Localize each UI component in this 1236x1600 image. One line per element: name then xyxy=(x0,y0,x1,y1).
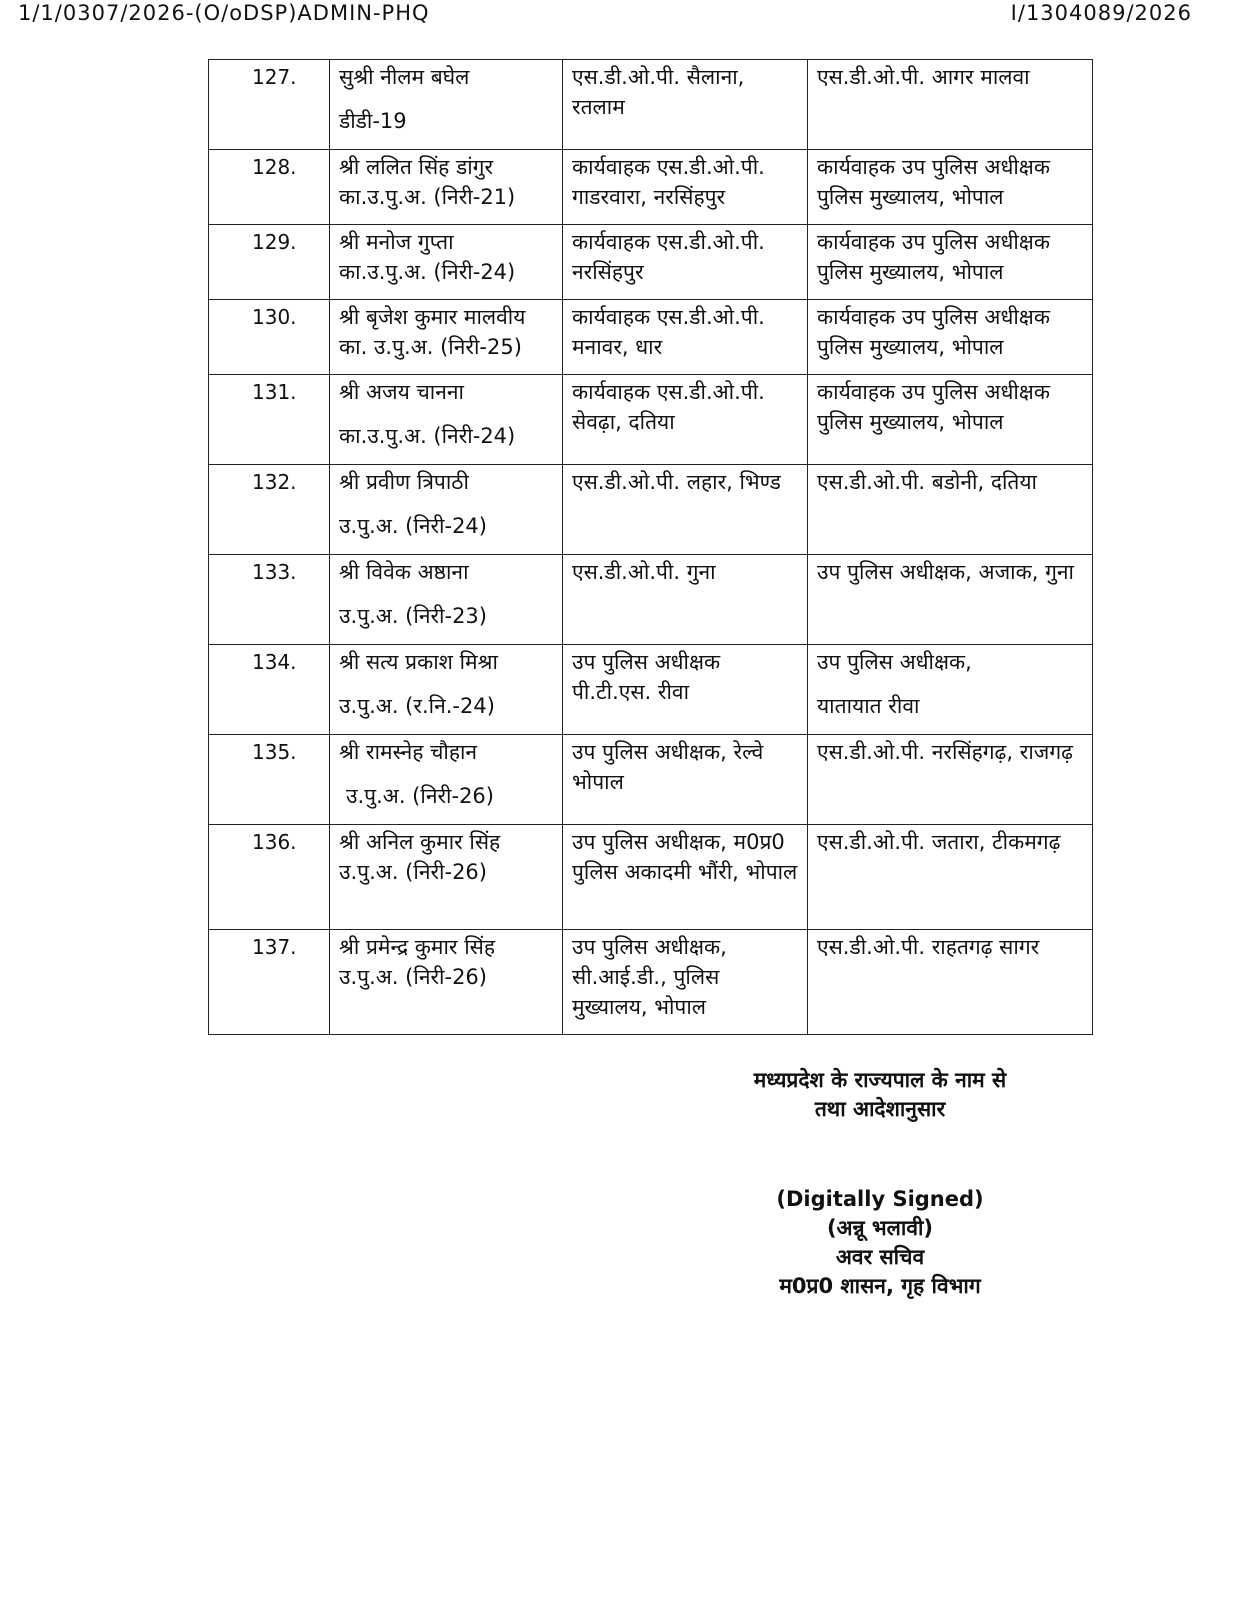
order-line: तथा आदेशानुसार xyxy=(814,1097,946,1121)
officer-cell xyxy=(330,150,563,225)
table-row xyxy=(209,555,1093,645)
table-row xyxy=(209,375,1093,465)
officer-rank: का. उ.पु.अ. (निरी-25) xyxy=(339,335,522,359)
serial-number: 131. xyxy=(209,375,330,465)
officer-name: श्री मनोज गुप्ता xyxy=(339,230,454,254)
officer-name: श्री विवेक अष्ठाना xyxy=(339,560,469,584)
receipt-number: I/1304089/2026 xyxy=(1010,1,1192,25)
officer-cell xyxy=(330,225,563,300)
current-posting: कार्यवाहक एस.डी.ओ.पी. मनावर, धार xyxy=(563,300,808,375)
serial-number: 133. xyxy=(209,555,330,645)
officer-rank: उ.पु.अ. (निरी-24) xyxy=(339,514,487,538)
current-posting: कार्यवाहक एस.डी.ओ.पी. गाडरवारा, नरसिंहपुर xyxy=(563,150,808,225)
officer-name: श्री रामस्नेह चौहान xyxy=(339,740,478,764)
new-posting: कार्यवाहक उप पुलिस अधीक्षक पुलिस मुख्यालय, भोपाल xyxy=(808,375,1093,465)
order-line: मध्यप्रदेश के राज्यपाल के नाम से xyxy=(753,1068,1007,1092)
table-row xyxy=(209,645,1093,735)
table-row xyxy=(209,150,1093,225)
officer-name: श्री प्रमेन्द्र कुमार सिंह xyxy=(339,935,495,959)
table-row xyxy=(209,465,1093,555)
officer-name: सुश्री नीलम बघेल xyxy=(339,65,470,89)
officer-name: श्री ललित सिंह डांगुर xyxy=(339,155,494,179)
officer-rank: उ.पु.अ. (निरी-26) xyxy=(346,784,494,808)
signatory-department: म0प्र0 शासन, गृह विभाग xyxy=(779,1274,981,1298)
officer-cell xyxy=(330,930,563,1035)
new-posting: एस.डी.ओ.पी. राहतगढ़ सागर xyxy=(808,930,1093,1035)
serial-number: 135. xyxy=(209,735,330,825)
current-posting: उप पुलिस अधीक्षक, म0प्र0 पुलिस अकादमी भौंरी, भोपाल xyxy=(563,825,808,930)
officer-name: श्री बृजेश कुमार मालवीय xyxy=(339,305,526,329)
serial-number: 129. xyxy=(209,225,330,300)
current-posting: उप पुलिस अधीक्षक पी.टी.एस. रीवा xyxy=(563,645,808,735)
officer-rank: उ.पु.अ. (निरी-26) xyxy=(339,860,487,884)
table-row xyxy=(209,825,1093,930)
serial-number: 127. xyxy=(209,60,330,150)
current-posting: एस.डी.ओ.पी. गुना xyxy=(563,555,808,645)
current-posting: एस.डी.ओ.पी. सैलाना, रतलाम xyxy=(563,60,808,150)
officer-name: श्री अनिल कुमार सिंह xyxy=(339,830,501,854)
officer-rank: का.उ.पु.अ. (निरी-21) xyxy=(339,185,516,209)
new-posting: कार्यवाहक उप पुलिस अधीक्षक पुलिस मुख्यालय, भोपाल xyxy=(808,300,1093,375)
officer-rank: उ.पु.अ. (र.नि.-24) xyxy=(339,694,495,718)
new-posting: एस.डी.ओ.पी. नरसिंहगढ़, राजगढ़ xyxy=(808,735,1093,825)
serial-number: 136. xyxy=(209,825,330,930)
serial-number: 134. xyxy=(209,645,330,735)
serial-number: 137. xyxy=(209,930,330,1035)
signature-block xyxy=(660,1185,1100,1301)
officer-name: श्री सत्य प्रकाश मिश्रा xyxy=(339,650,498,674)
officer-rank: डीडी-19 xyxy=(339,109,407,133)
new-posting xyxy=(808,645,1093,735)
officer-cell xyxy=(330,825,563,930)
serial-number: 130. xyxy=(209,300,330,375)
officer-cell xyxy=(330,645,563,735)
officer-rank: उ.पु.अ. (निरी-26) xyxy=(339,965,487,989)
table-row xyxy=(209,930,1093,1035)
officer-rank: का.उ.पु.अ. (निरी-24) xyxy=(339,260,516,284)
table-row xyxy=(209,225,1093,300)
officer-rank: का.उ.पु.अ. (निरी-24) xyxy=(339,424,516,448)
new-posting-line: यातायात रीवा xyxy=(817,694,920,718)
new-posting: एस.डी.ओ.पी. बडोनी, दतिया xyxy=(808,465,1093,555)
signatory-designation: अवर सचिव xyxy=(835,1245,925,1269)
new-posting: उप पुलिस अधीक्षक, अजाक, गुना xyxy=(808,555,1093,645)
current-posting: एस.डी.ओ.पी. लहार, भिण्ड xyxy=(563,465,808,555)
signatory-name: (अन्नू भलावी) xyxy=(826,1216,934,1240)
file-number: 1/1/0307/2026-(O/oDSP)ADMIN-PHQ xyxy=(18,1,430,25)
current-posting: उप पुलिस अधीक्षक, रेल्वे भोपाल xyxy=(563,735,808,825)
officer-name: श्री प्रवीण त्रिपाठी xyxy=(339,470,469,494)
officer-rank: उ.पु.अ. (निरी-23) xyxy=(339,604,487,628)
table-row xyxy=(209,60,1093,150)
new-posting: कार्यवाहक उप पुलिस अधीक्षक पुलिस मुख्यालय, भोपाल xyxy=(808,225,1093,300)
new-posting: एस.डी.ओ.पी. आगर मालवा xyxy=(808,60,1093,150)
new-posting: एस.डी.ओ.पी. जतारा, टीकमगढ़ xyxy=(808,825,1093,930)
officer-cell xyxy=(330,465,563,555)
new-posting-line: उप पुलिस अधीक्षक, xyxy=(817,650,972,674)
officer-cell xyxy=(330,555,563,645)
officer-cell xyxy=(330,735,563,825)
digital-signature-note: (Digitally Signed) xyxy=(776,1187,984,1211)
current-posting: उप पुलिस अधीक्षक, सी.आई.डी., पुलिस मुख्यालय, भोपाल xyxy=(563,930,808,1035)
table-row xyxy=(209,735,1093,825)
table-row xyxy=(209,300,1093,375)
serial-number: 128. xyxy=(209,150,330,225)
new-posting: कार्यवाहक उप पुलिस अधीक्षक पुलिस मुख्यालय, भोपाल xyxy=(808,150,1093,225)
order-authority xyxy=(660,1066,1100,1124)
serial-number: 132. xyxy=(209,465,330,555)
officer-cell xyxy=(330,375,563,465)
current-posting: कार्यवाहक एस.डी.ओ.पी. सेवढ़ा, दतिया xyxy=(563,375,808,465)
transfer-table xyxy=(208,59,1093,1035)
current-posting: कार्यवाहक एस.डी.ओ.पी. नरसिंहपुर xyxy=(563,225,808,300)
officer-name: श्री अजय चानना xyxy=(339,380,464,404)
officer-cell xyxy=(330,60,563,150)
officer-cell xyxy=(330,300,563,375)
